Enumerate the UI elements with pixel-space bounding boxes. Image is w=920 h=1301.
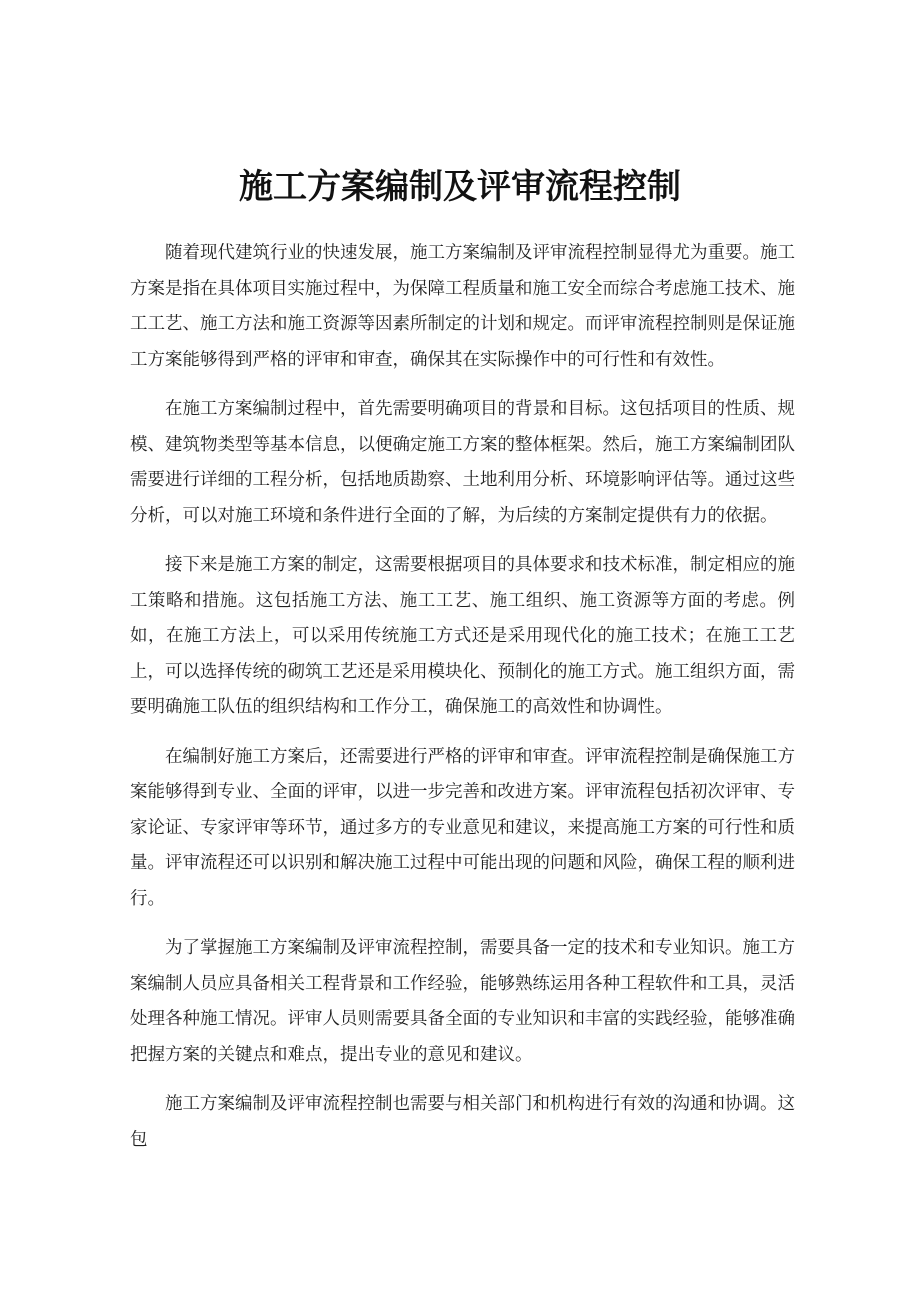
document-title: 施工方案编制及评审流程控制 (239, 167, 681, 207)
paragraph-5: 为了掌握施工方案编制及评审流程控制，需要具备一定的技术和专业知识。施工方案编制人员应具备相关工程背景和工作经验，能够熟练运用各种工程软件和工具，灵活处理各种施工情况。评审人员则需要具备全面的专业知识和丰富的实践经验，能够准确把握方案的关键点和难点，提出专业的意见和建议。 (130, 938, 795, 1065)
paragraph-4: 在编制好施工方案后，还需要进行严格的评审和审查。评审流程控制是确保施工方案能够得到专业、全面的评审，以进一步完善和改进方案。评审流程包括初次评审、专家论证、专家评审等环节，通过多方的专业意见和建议，来提高施工方案的可行性和质量。评审流程还可以识别和解决施工过程中可能出现的问题和风险，确保工程的顺利进行。 (130, 746, 795, 909)
paragraph-2: 在施工方案编制过程中，首先需要明确项目的背景和目标。这包括项目的性质、规模、建筑物类型等基本信息，以便确定施工方案的整体框架。然后，施工方案编制团队需要进行详细的工程分析，包括地质勘察、土地利用分析、环境影响评估等。通过这些分析，可以对施工环境和条件进行全面的了解，为后续的方案制定提供有力的依据。 (130, 399, 795, 526)
paragraph-6: 施工方案编制及评审流程控制也需要与相关部门和机构进行有效的沟通和协调。这包 (130, 1094, 795, 1150)
document-body (130, 236, 795, 1158)
paragraph-1: 随着现代建筑行业的快速发展，施工方案编制及评审流程控制显得尤为重要。施工方案是指在具体项目实施过程中，为保障工程质量和施工安全而综合考虑施工技术、施工工艺、施工方法和施工资源等因素所制定的计划和规定。而评审流程控制则是保证施工方案能够得到严格的评审和审查，确保其在实际操作中的可行性和有效性。 (130, 243, 795, 370)
paragraph-3: 接下来是施工方案的制定，这需要根据项目的具体要求和技术标准，制定相应的施工策略和措施。这包括施工方法、施工工艺、施工组织、施工资源等方面的考虑。例如，在施工方法上，可以采用传统施工方式还是采用现代化的施工技术；在施工工艺上，可以选择传统的砌筑工艺还是采用模块化、预制化的施工方式。施工组织方面，需要明确施工队伍的组织结构和工作分工，确保施工的高效性和协调性。 (130, 555, 795, 717)
